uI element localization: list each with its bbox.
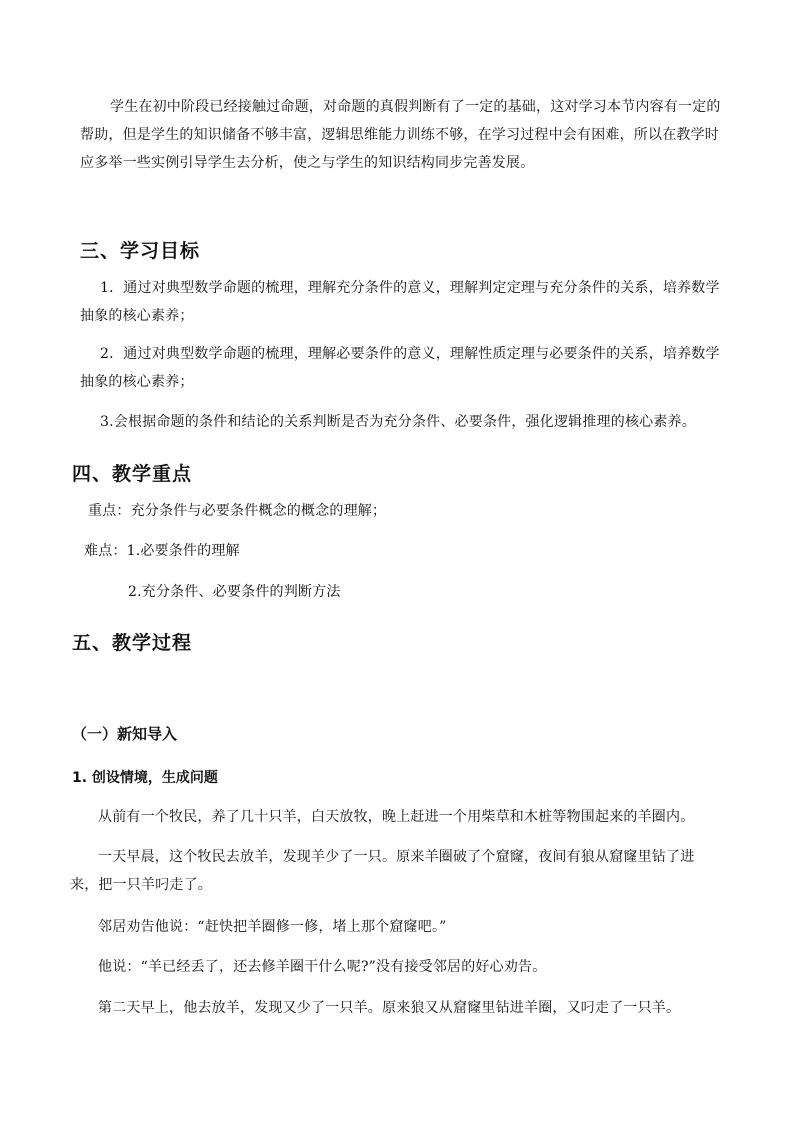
story-paragraph-1: 从前有一个牧民，养了几十只羊，白天放牧，晚上赶进一个用柴草和木桩等物围起来的羊圈内。 bbox=[98, 809, 695, 825]
story-paragraph-4: 他说：“羊已经丢了，还去修羊圈干什么呢?”没有接受邻居的好心劝告。 bbox=[98, 959, 547, 975]
goal-item-1: 1．通过对典型数学命题的梳理，理解充分条件的意义，理解判定定理与充分条件的关系，培养数学抽象的核心素养； bbox=[80, 280, 720, 324]
section-heading-learning-goals: 三、学习目标 bbox=[80, 240, 201, 262]
goal-item-3: 3.会根据命题的条件和结论的关系判断是否为充分条件、必要条件，强化逻辑推理的核心素养。 bbox=[100, 414, 696, 430]
section-heading-teaching-process: 五、教学过程 bbox=[72, 632, 193, 654]
story-paragraph-3: 邻居劝告他说：“赶快把羊圈修一修，堵上那个窟窿吧。” bbox=[98, 919, 447, 935]
story-paragraph-5: 第二天早上，他去放羊，发现又少了一只羊。原来狼又从窟窿里钻进羊圈，又叼走了一只羊。 bbox=[98, 1000, 681, 1016]
intro-paragraph: 学生在初中阶段已经接触过命题，对命题的真假判断有了一定的基础，这对学习本节内容有一定的帮助，但是学生的知识储备不够丰富，逻辑思维能力训练不够，在学习过程中会有困难，所以在教学时应多举一些实例引导学生去分析，使之与学生的知识结构同步完善发展。 bbox=[80, 99, 721, 171]
subsection-heading-introduction: （一）新知导入 bbox=[72, 725, 178, 743]
subsection-item-heading: 1. 创设情境，生成问题 bbox=[72, 770, 218, 786]
difficulty-1: 难点：1.必要条件的理解 bbox=[84, 543, 240, 559]
goal-item-2: 2．通过对典型数学命题的梳理，理解必要条件的意义，理解性质定理与必要条件的关系，培养数学抽象的核心素养； bbox=[80, 346, 720, 390]
difficulty-2: 2.充分条件、必要条件的判断方法 bbox=[128, 584, 341, 600]
story-paragraph-2: 一天早晨，这个牧民去放羊，发现羊少了一只。原来羊圈破了个窟窿，夜间有狼从窟窿里钻了进来，把一只羊叼走了。 bbox=[70, 849, 695, 893]
key-point: 重点：充分条件与必要条件概念的概念的理解； bbox=[88, 503, 387, 519]
section-heading-key-points: 四、教学重点 bbox=[72, 463, 193, 485]
